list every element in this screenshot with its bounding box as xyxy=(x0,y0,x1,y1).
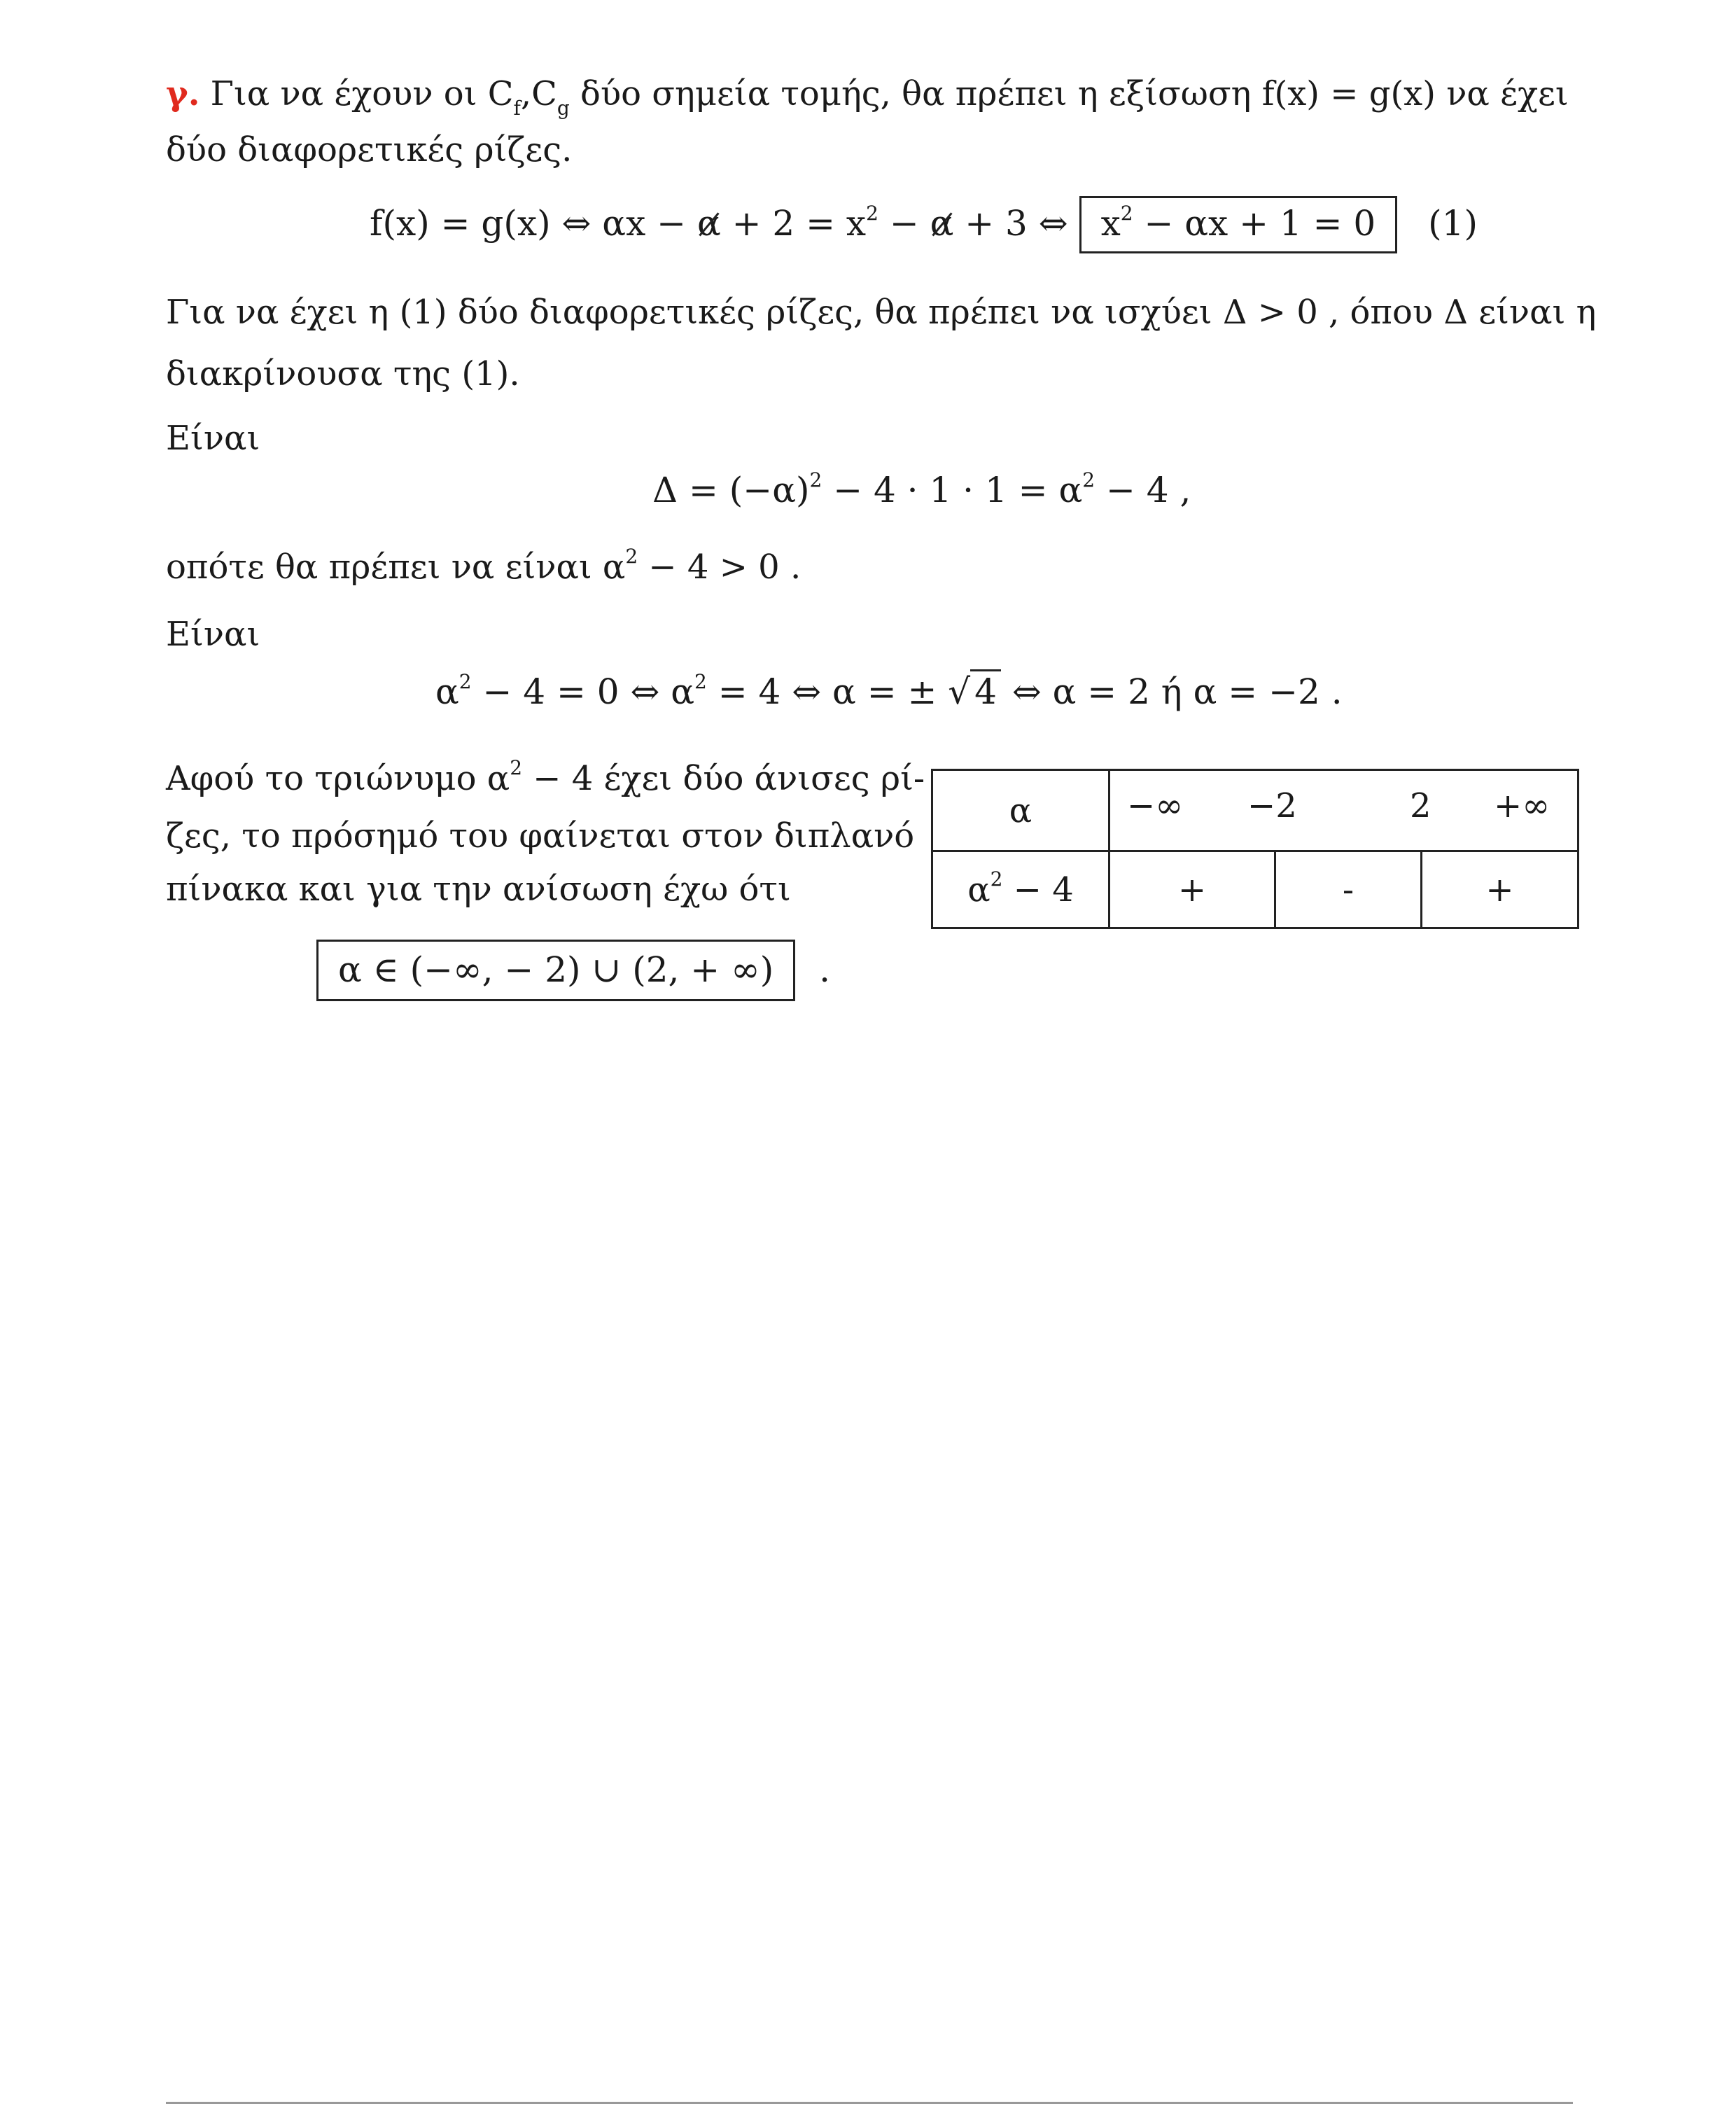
einai-1: Είναι xyxy=(166,419,260,458)
equation-1 xyxy=(370,196,1478,253)
intro-cg-sub: g xyxy=(556,97,570,120)
eq1-boxed-sup: 2 xyxy=(1120,202,1133,225)
eq1-boxed-post: − αx + 1 = 0 xyxy=(1133,203,1376,244)
para4-post: − 4 έχει δύο άνισες ρί- xyxy=(522,759,925,798)
eq3-b: − 4 = 0 ⇔ α xyxy=(471,671,695,712)
eq1-cancel-1: α xyxy=(697,201,721,246)
footer-rule xyxy=(166,2102,1573,2104)
row2-label-sup: 2 xyxy=(990,867,1003,891)
sign-table-row1-label: α xyxy=(932,770,1110,851)
para4-line-1 xyxy=(166,758,925,800)
sign-cell-2: - xyxy=(1275,851,1422,928)
intro-line-1 xyxy=(166,73,1569,120)
eq2-post: − 4 , xyxy=(1095,470,1191,510)
eq2-sup-1: 2 xyxy=(809,468,822,491)
eq1-mid-1: + 2 = x xyxy=(720,203,867,244)
intro-text-post: δύο σημεία τομής, θα πρέπει η εξίσωση f(x) = g(x) να έχει xyxy=(569,74,1569,113)
part-label: γ. xyxy=(166,74,200,113)
eq1-lhs: f(x) = g(x) ⇔ αx − xyxy=(370,203,697,244)
para2-line-2: διακρίνουσα της (1). xyxy=(166,354,520,393)
intro-cg: ,C xyxy=(520,74,557,113)
eq1-label: (1) xyxy=(1428,203,1478,244)
sign-cell-3: + xyxy=(1422,851,1578,928)
intro-cf: C xyxy=(487,74,514,113)
eq3-radicand: 4 xyxy=(970,669,1001,712)
eq1-boxed-pre: x xyxy=(1100,203,1121,244)
result-line xyxy=(316,940,830,1001)
eq1-mid-3: + 3 ⇔ xyxy=(953,203,1079,244)
eq1-cancel-2: α xyxy=(930,201,954,246)
eq1-mid-2: − xyxy=(878,203,930,244)
intro-text-pre: Για να έχουν οι xyxy=(210,74,488,113)
sign-cell-1: + xyxy=(1110,851,1275,928)
eq2-sup-2: 2 xyxy=(1082,468,1096,491)
tick-minus-two: −2 xyxy=(1247,786,1297,825)
para3 xyxy=(166,546,801,588)
sqrt-symbol: √ xyxy=(948,671,971,712)
result-dot: . xyxy=(819,949,831,990)
eq1-sup-1: 2 xyxy=(866,202,878,225)
para2-line-1: Για να έχει η (1) δύο διαφορετικές ρίζες, θα πρέπει να ισχύει Δ > 0 , όπου Δ είναι η xyxy=(166,293,1597,332)
intro-line-2: δύο διαφορετικές ρίζες. xyxy=(166,130,573,169)
sign-table-header-values xyxy=(1110,770,1578,851)
eq1-boxed-result xyxy=(1079,196,1398,253)
eq3-a: α xyxy=(435,671,459,712)
row2-label-pre: α xyxy=(967,870,990,909)
equation-3 xyxy=(435,669,1343,714)
tick-pos-inf: +∞ xyxy=(1494,786,1550,825)
para3-post: − 4 > 0 . xyxy=(638,548,802,587)
equation-2 xyxy=(652,468,1191,512)
eq3-d: ⇔ α = 2 ή α = −2 . xyxy=(1000,671,1343,712)
para3-pre: οπότε θα πρέπει να είναι α xyxy=(166,548,626,587)
eq3-sup-1: 2 xyxy=(458,670,472,693)
para4-line-2: ζες, το πρόσημό του φαίνεται στον διπλανό xyxy=(166,816,915,856)
tick-two: 2 xyxy=(1410,786,1432,825)
row2-label-post: − 4 xyxy=(1002,870,1074,909)
eq3-c: = 4 ⇔ α = ± xyxy=(706,671,948,712)
para4-pre: Αφού το τριώνυμο α xyxy=(166,759,510,798)
eq2-pre: Δ = (−α) xyxy=(652,470,810,510)
para3-sup: 2 xyxy=(625,545,638,568)
result-boxed: α ∈ (−∞, − 2) ∪ (2, + ∞) xyxy=(316,940,795,1001)
eq3-sup-2: 2 xyxy=(694,670,707,693)
tick-neg-inf: −∞ xyxy=(1127,786,1184,825)
einai-2: Είναι xyxy=(166,615,260,654)
sign-table-row2-label xyxy=(932,851,1110,928)
eq2-mid: − 4 · 1 · 1 = α xyxy=(822,470,1083,510)
para4-line-3: πίνακα και για την ανίσωση έχω ότι xyxy=(166,870,791,909)
sign-table xyxy=(931,769,1579,929)
intro-cf-sub: f xyxy=(513,97,521,120)
para4-sup: 2 xyxy=(510,756,523,779)
